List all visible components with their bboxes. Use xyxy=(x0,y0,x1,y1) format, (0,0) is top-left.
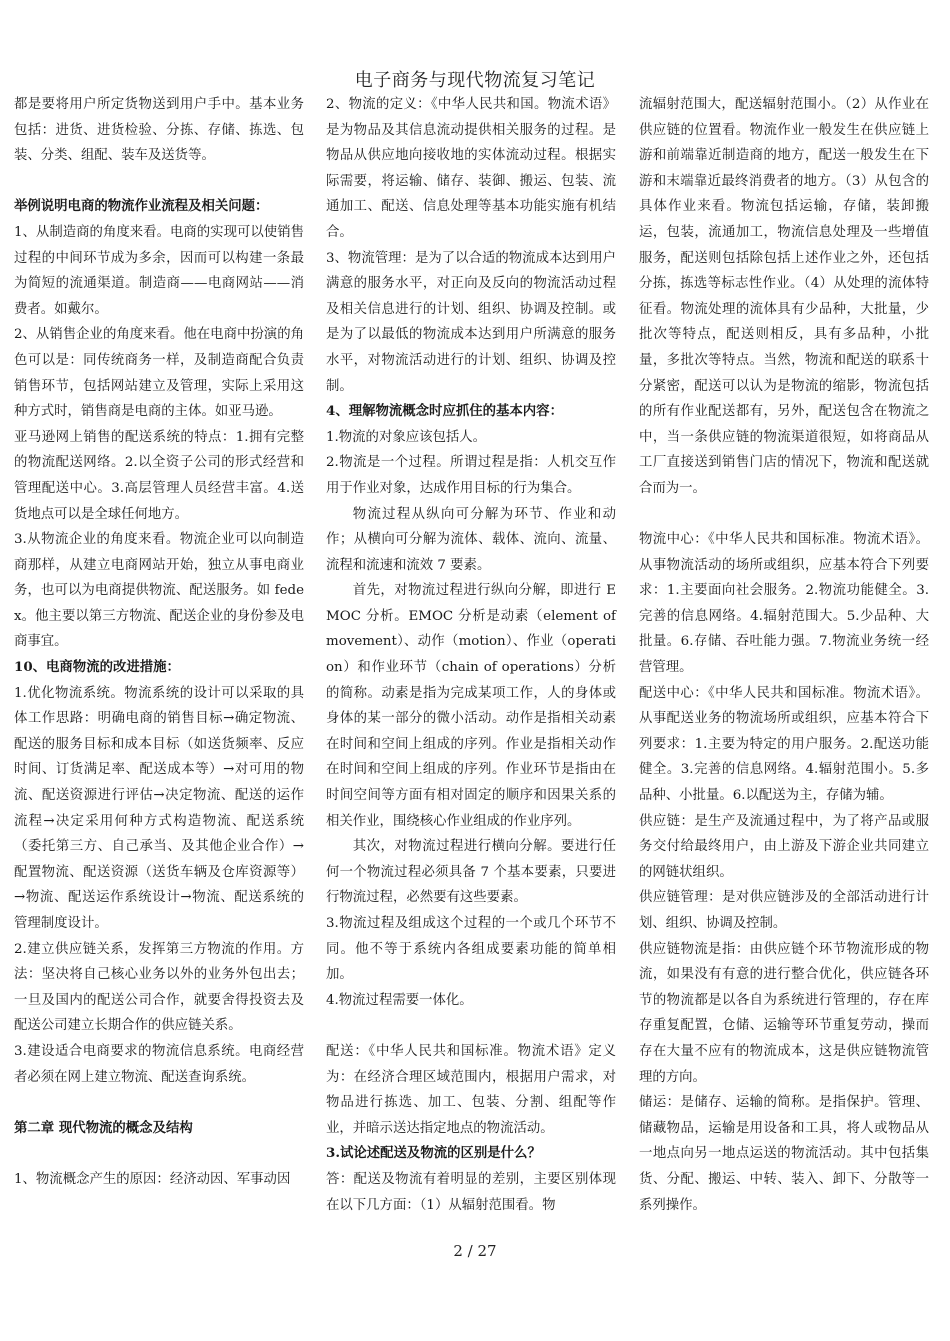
paragraph: 3.从物流企业的角度来看。物流企业可以向制造商那样，从建立电商网站开始，独立从事电商业务，也可以为电商提供物流、配送服务。如 fedex。他主要以第三方物流、配送企业的身份参及电商事宜。 xyxy=(14,532,304,650)
definition-paragraph: 供应链：是生产及流通过程中，为了将产品或服务交付给最终用户，由上游及下游企业共同建立的网链状组织。 xyxy=(639,813,929,880)
column-left xyxy=(14,92,304,1193)
blank-line xyxy=(326,1013,616,1039)
definition-paragraph: 物流中心：《中华人民共和国标准。物流术语》。从事物流活动的场所或组织，应基本符合下列要求：1.主要面向社会服务。2.物流功能健全。3.完善的信息网络。4.辐射范围大。5.少品种、大批量。6.存储、吞吐能力强。7.物流业务统一经营管理。 xyxy=(639,532,929,676)
paragraph: 2.建立供应链关系，发挥第三方物流的作用。方法：坚决将自己核心业务以外的业务外包出去；一旦及国内的配送公司合作，就要舍得投资去及配送公司建立长期合作的供应链关系。 xyxy=(14,941,304,1034)
answer-paragraph: 答：配送及物流有着明显的差别，主要区别体现在以下几方面：（1）从辐射范围看。物 xyxy=(326,1171,616,1213)
paragraph: 4.物流过程需要一体化。 xyxy=(326,992,473,1008)
definition-paragraph: 储运：是储存、运输的简称。是指保护。管理、储藏物品，运输是用设备和工具，将人或物品从一地点向另一地点运送的物流活动。其中包括集货、分配、搬运、中转、装入、卸下、分散等一系列操作。 xyxy=(639,1095,929,1213)
paragraph: 1、物流概念产生的原因：经济动因、军事动因 xyxy=(14,1171,291,1187)
paragraph: 1.优化物流系统。物流系统的设计可以采取的具体工作思路：明确电商的销售目标→确定物流、配送的服务目标和成本目标（如送货频率、反应时间、订货满足率、配送成本等）→对可用的物流、配送资源进行评估→决定物流、配送的运作流程→决定采用何种方式构造物流、配送系统（委托第三方、自己承当、及其他企业合作）→配置物流、配送资源（送货车辆及仓库资源等）→物流、配送运作系统设计→物流、配送系统的管理制度设计。 xyxy=(14,685,304,931)
chapter-heading: 第二章 现代物流的概念及结构 xyxy=(14,1119,193,1136)
paragraph: 都是要将用户所定货物送到用户手中。基本业务包括：进货、进货检验、分拣、存储、拣选、包装、分类、组配、装车及送货等。 xyxy=(14,97,304,164)
section-heading: 举例说明电商的物流作业流程及相关问题： xyxy=(14,198,269,215)
paragraph: 2.物流是一个过程。所谓过程是指：人机交互作用于作业对象，达成作用目标的行为集合。 xyxy=(326,455,616,496)
blank-line xyxy=(14,1090,304,1116)
definition-paragraph: 配送中心：《中华人民共和国标准。物流术语》。从事配送业务的物流场所或组织，应基本符合下列要求：1.主要为特定的用户服务。2.配送功能健全。3.完善的信息网络。4.辐射范围小。5.多品种、小批量。6.以配送为主，存储为辅。 xyxy=(639,685,929,804)
paragraph: 物流过程从纵向可分解为环节、作业和动作；从横向可分解为流体、载体、流向、流量、流程和流速和流效 7 要素。 xyxy=(326,506,616,573)
paragraph: 流辐射范围大，配送辐射范围小。（2）从作业在供应链的位置看。物流作业一般发生在供应链上游和前端靠近制造商的地方，配送一般发生在下游和末端靠近最终消费者的地方。（3）从包含的具体作业来看。物流包括运输，存储，装卸搬运，包装，流通加工，物流信息处理及一些增值服务，配送则包括除包括上述作业之外，还包括分拣，拣选等标志性作业。（4）从处理的流体特征看。物流处理的流体具有少品种，大批量，少批次等特点，配送则相反，具有多品种，小批量，多批次等特点。当然，物流和配送的联系十分紧密，配送可以认为是物流的缩影，物流包括的所有作业配送都有，另外，配送包含在物流之中，当一条供应链的物流渠道很短，如将商品从工厂直接送到销售门店的情况下，物流和配送就合而为一。 xyxy=(639,97,929,496)
blank-line xyxy=(14,169,304,195)
document-title: 电子商务与现代物流复习笔记 xyxy=(354,70,596,91)
paragraph: 1、从制造商的角度来看。电商的实现可以使销售过程的中间环节成为多余，因而可以构建一条最为简短的流通渠道。制造商——电商网站——消费者。如戴尔。 xyxy=(14,224,304,317)
definition-paragraph: 供应链物流是指：由供应链个环节物流形成的物流，如果没有有意的进行整合优化，供应链各环节的物流都是以各自为系统进行管理的，存在库存重复配置，仓储、运输等环节重复劳动，操而存在大量不应有的物流成本，这是供应链物流管理的方向。 xyxy=(639,941,929,1085)
paragraph: 3.物流过程及组成这个过程的一个或几个环节不同。他不等于系统内各组成要素功能的简单相加。 xyxy=(326,916,616,983)
section-heading: 4、理解物流概念时应抓住的基本内容： xyxy=(326,403,563,420)
column-right xyxy=(639,92,929,1218)
paragraph: 其次，对物流过程进行横向分解。要进行任何一个物流过程必须具备 7 个基本要素，只要进行物流过程，必然要有这些要素。 xyxy=(326,839,616,906)
blank-line xyxy=(639,502,929,528)
page-number: 2 / 27 xyxy=(453,1242,497,1260)
paragraph: 亚马逊网上销售的配送系统的特点：1.拥有完整的物流配送网络。2.以全资子公司的形式经营和管理配送中心。3.高层管理人员经营丰富。4.送货地点可以是全球任何地方。 xyxy=(14,429,304,522)
column-middle xyxy=(326,92,616,1218)
definition-paragraph: 3、物流管理：是为了以合适的物流成本达到用户满意的服务水平，对正向及反向的物流活动过程及相关信息进行的计划、组织、协调及控制。或是为了以最低的物流成本达到用户所满意的服务水平，对物流活动进行的计划、组织、协调及控制。 xyxy=(326,250,616,394)
blank-line xyxy=(14,1141,304,1167)
section-heading: 10、电商物流的改进措施： xyxy=(14,659,180,676)
paragraph: 1.物流的对象应该包括人。 xyxy=(326,429,487,445)
paragraph: 2、从销售企业的角度来看。他在电商中扮演的角色可以是：同传统商务一样，及制造商配合负责销售环节，包括网站建立及管理，实际上采用这种方式时，销售商是电商的主体。如亚马逊。 xyxy=(14,327,304,420)
definition-paragraph: 2、物流的定义：《中华人民共和国。物流术语》是为物品及其信息流动提供相关服务的过程。是物品从供应地向接收地的实体流动过程。根据实际需要，将运输、储存、装御、搬运、包装、流通加工、配送、信息处理等基本功能实施有机结合。 xyxy=(326,97,616,240)
paragraph: 首先，对物流过程进行纵向分解，即进行 EMOC 分析。EMOC 分析是动素（element of movement）、动作（motion）、作业（operation）和作业环节（chain of operations）分析的简称。动素是指为完成某项工作，人的身体或身体的某一部分的微小活动。动作是指相关动素在时间和空间上组成的序列。作业是指相关动作在时间和空间上组成的序列。作业环节是指由在时间空间等方面有相对固定的顺序和因果关系的相关作业，围绕核心作业组成的作业序列。 xyxy=(326,583,616,829)
question-heading: 3.试论述配送及物流的区别是什么？ xyxy=(326,1145,541,1162)
definition-paragraph: 供应链管理：是对供应链涉及的全部活动进行计划、组织、协调及控制。 xyxy=(639,890,929,931)
definition-paragraph: 配送：《中华人民共和国标准。物流术语》定义为：在经济合理区域范围内，根据用户需求，对物品进行拣选、加工、包装、分割、组配等作业，并暗示送达指定地点的物流活动。 xyxy=(326,1043,616,1136)
paragraph: 3.建设适合电商要求的物流信息系统。电商经营者必须在网上建立物流、配送查询系统。 xyxy=(14,1043,304,1085)
